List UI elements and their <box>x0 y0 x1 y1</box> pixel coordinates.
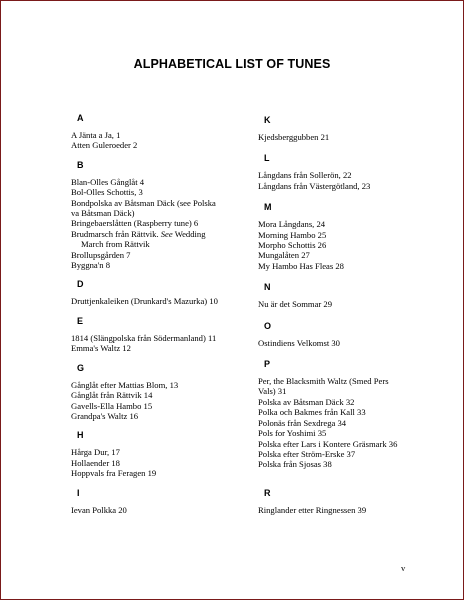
tune-entry: Ringlander etter Ringnessen 39 <box>258 504 367 515</box>
tune-entry: My Hambo Has Fleas 28 <box>258 260 344 271</box>
section-l <box>258 153 438 191</box>
see-reference: See <box>160 228 173 239</box>
section-letter: M <box>264 202 272 213</box>
tune-entry: Mungalåten 27 <box>258 250 310 261</box>
page-title: ALPHABETICAL LIST OF TUNES <box>133 57 331 71</box>
section-r <box>258 488 438 515</box>
tune-entry: A Jänta a Ja, 1 <box>71 130 121 140</box>
tune-entry: Vals) 31 <box>258 386 287 397</box>
section-h <box>71 430 249 478</box>
tune-entry: Byggna'n 8 <box>71 260 111 271</box>
section-d <box>71 279 249 306</box>
tune-entry-text: Brudmarsch från Rättvik. <box>71 228 159 239</box>
tune-entry: Hollaender 18 <box>71 457 120 468</box>
tune-entry: Hoppvals fra Feragen 19 <box>71 468 157 479</box>
tune-entry: Atten Guleroeder 2 <box>71 140 138 151</box>
tune-entry <box>71 229 249 239</box>
tune-entry: Gavells-Ella Hambo 15 <box>71 400 153 411</box>
section-p <box>258 359 438 470</box>
section-letter: G <box>77 362 85 373</box>
section-letter: P <box>264 359 271 370</box>
tune-entry: Druttjenkaleiken (Drunkard's Mazurka) 10 <box>71 296 218 307</box>
section-g <box>71 363 249 422</box>
section-letter: H <box>77 430 84 441</box>
tune-entry: Långdans från Sollerön, 22 <box>258 170 352 181</box>
section-letter: E <box>77 315 84 326</box>
tune-entry: Kjedsberggubben 21 <box>258 132 330 142</box>
tune-entry: Ievan Polkka 20 <box>71 504 127 515</box>
section-letter: K <box>264 115 271 125</box>
left-column <box>71 113 249 515</box>
tune-entry: Bol-Olles Schottis, 3 <box>71 187 143 198</box>
tune-entry: Långdans från Västergötland, 23 <box>258 180 371 191</box>
tune-entry: Bringebaerslåtten (Raspberry tune) 6 <box>71 218 199 229</box>
tune-entry: Pols for Yoshimi 35 <box>258 428 327 439</box>
section-letter: I <box>77 487 80 498</box>
tune-entry: March from Rättvik <box>81 239 150 250</box>
tune-entry: Bondpolska av Båtsman Däck (see Polska <box>71 197 216 208</box>
section-i <box>71 488 249 515</box>
tune-entry: Polska efter Ström-Erske 37 <box>258 448 356 459</box>
tune-entry: Gånglåt efter Mattias Blom, 13 <box>71 379 179 390</box>
page-number: v <box>401 563 406 573</box>
section-b <box>71 160 249 271</box>
right-column <box>258 115 438 515</box>
tune-entry: va Båtsman Däck) <box>71 208 135 219</box>
tune-entry: Polska efter Lars i Kontere Gräsmark 36 <box>258 438 398 449</box>
tune-entry: Grandpa's Waltz 16 <box>71 410 139 421</box>
tune-entry: Gånglåt från Rättvik 14 <box>71 390 153 401</box>
section-letter: N <box>264 282 271 293</box>
tune-entry: Polska från Sjosas 38 <box>258 459 332 470</box>
tune-entry: Brollupsgården 7 <box>71 249 131 260</box>
section-o <box>258 321 438 348</box>
tune-entry: Emma's Waltz 12 <box>71 343 131 354</box>
tune-entry: Polonäs från Sexdrega 34 <box>258 417 347 428</box>
section-letter: O <box>264 320 272 331</box>
tune-entry: Nu är det Sommar 29 <box>258 299 332 310</box>
section-a <box>71 113 249 151</box>
tune-entry: Polka och Bakmes från Kall 33 <box>258 407 366 418</box>
section-letter: B <box>77 159 84 170</box>
tune-entry: Ostindiens Velkomst 30 <box>258 337 340 348</box>
section-n <box>258 282 438 309</box>
section-m <box>258 202 438 271</box>
section-letter: R <box>264 487 271 498</box>
tune-entry: 1814 (Slängpolska från Södermanland) 11 <box>71 332 217 343</box>
tune-entry: Per, the Blacksmith Waltz (Smed Pers <box>258 376 389 387</box>
section-letter: L <box>264 153 270 164</box>
tune-entry: Morpho Schottis 26 <box>258 240 327 251</box>
tune-entry-text: Wedding <box>174 228 206 239</box>
section-letter: A <box>77 113 84 123</box>
section-e <box>71 316 249 354</box>
tune-entry: Polska av Båtsman Däck 32 <box>258 396 355 407</box>
tune-entry: Blan-Olles Gånglåt 4 <box>71 176 145 187</box>
tune-entry: Mora Långdans, 24 <box>258 219 326 230</box>
section-letter: D <box>77 279 84 290</box>
section-k <box>258 115 438 142</box>
tune-entry: Hårga Dur, 17 <box>71 447 120 458</box>
tune-entry: Morning Hambo 25 <box>258 229 327 240</box>
